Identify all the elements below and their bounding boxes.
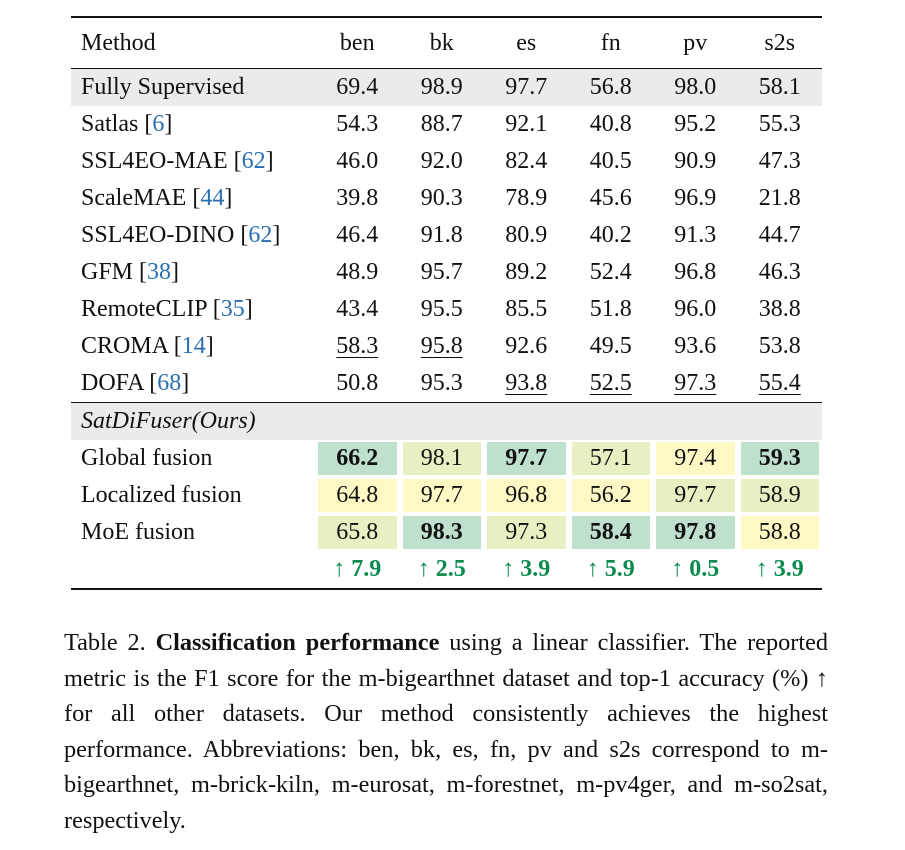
value-text: 89.2 (505, 259, 548, 285)
value-text: 55.3 (758, 111, 801, 137)
value-cell (653, 143, 738, 180)
cite-bracket: [ (212, 296, 221, 322)
value-text: 52.5 (589, 370, 632, 396)
cite-bracket: [ (233, 148, 242, 174)
value-cell (484, 440, 569, 477)
highlighted-value: 97.7 (403, 479, 482, 512)
table-row-ours (71, 440, 822, 477)
method-name (71, 180, 315, 217)
value-cell (738, 217, 823, 254)
value-text: 92.0 (420, 148, 463, 174)
value-text: 98.0 (674, 74, 717, 100)
value-text: 58.3 (336, 333, 379, 359)
value-cell (653, 514, 738, 551)
value-cell (315, 291, 400, 328)
cite-bracket: [ (192, 185, 201, 211)
value-cell (569, 477, 654, 514)
table-row (71, 217, 822, 254)
value-cell (315, 328, 400, 365)
highlighted-value: 66.2 (318, 442, 397, 475)
value-cell (484, 106, 569, 143)
method-label: ScaleMAE (81, 185, 193, 211)
method-name (71, 68, 315, 106)
cite-bracket: ] (205, 333, 214, 359)
method-name (71, 328, 315, 365)
value-text: 90.3 (420, 185, 463, 211)
value-text: 88.7 (420, 111, 463, 137)
value-cell (400, 143, 485, 180)
value-text: 47.3 (758, 148, 801, 174)
table-row (71, 68, 822, 106)
classification-results-table (71, 16, 822, 590)
cite-bracket: [ (149, 370, 158, 396)
value-cell (484, 180, 569, 217)
value-cell (653, 217, 738, 254)
value-text: 93.6 (674, 333, 717, 359)
method-name (71, 291, 315, 328)
improvement-value: ↑ 2.5 (400, 551, 485, 590)
value-text: 69.4 (336, 74, 379, 100)
value-cell (653, 291, 738, 328)
citation-link[interactable]: 35 (220, 296, 245, 322)
value-text: 78.9 (505, 185, 548, 211)
table-row (71, 254, 822, 291)
value-cell (738, 143, 823, 180)
value-cell (653, 180, 738, 217)
highlighted-value: 65.8 (318, 516, 397, 549)
cite-bracket: ] (224, 185, 233, 211)
value-text: 39.8 (336, 185, 379, 211)
citation-link[interactable]: 62 (248, 222, 273, 248)
value-cell (484, 68, 569, 106)
highlighted-value: 97.7 (656, 479, 735, 512)
method-name (71, 143, 315, 180)
value-cell (653, 477, 738, 514)
value-text: 80.9 (505, 222, 548, 248)
cite-bracket: ] (164, 111, 173, 137)
citation-link[interactable]: 38 (147, 259, 172, 285)
highlighted-value: 98.3 (403, 516, 482, 549)
value-text: 40.2 (589, 222, 632, 248)
value-text: 58.1 (758, 74, 801, 100)
value-cell (315, 477, 400, 514)
cite-bracket: ] (272, 222, 281, 248)
value-text: 93.8 (505, 370, 548, 396)
method-label: SSL4EO-DINO (81, 222, 241, 248)
value-cell (484, 217, 569, 254)
table-row (71, 291, 822, 328)
highlighted-value: 57.1 (572, 442, 651, 475)
highlighted-value: 58.4 (572, 516, 651, 549)
value-cell (569, 180, 654, 217)
value-cell (400, 365, 485, 402)
improvement-value: ↑ 3.9 (738, 551, 823, 590)
header-method: Method (71, 16, 315, 68)
value-text: 49.5 (589, 333, 632, 359)
value-text: 51.8 (589, 296, 632, 322)
table-row (71, 180, 822, 217)
value-cell (484, 291, 569, 328)
citation-link[interactable]: 14 (181, 333, 206, 359)
value-cell (738, 68, 823, 106)
table-header-row (71, 16, 822, 68)
citation-link[interactable]: 44 (200, 185, 225, 211)
value-cell (738, 291, 823, 328)
header-es: es (484, 16, 569, 68)
value-cell (653, 254, 738, 291)
highlighted-value: 58.8 (741, 516, 820, 549)
value-cell (569, 68, 654, 106)
value-text: 95.3 (420, 370, 463, 396)
value-cell (738, 365, 823, 402)
table-caption (64, 625, 828, 839)
value-cell (400, 440, 485, 477)
cite-bracket: ] (244, 296, 253, 322)
value-cell (738, 254, 823, 291)
method-label: DOFA (81, 370, 150, 396)
table-row (71, 328, 822, 365)
value-text: 95.5 (420, 296, 463, 322)
value-cell (569, 106, 654, 143)
method-label: GFM (81, 259, 140, 285)
value-text: 38.8 (758, 296, 801, 322)
header-ben: ben (315, 16, 400, 68)
value-cell (315, 106, 400, 143)
method-name: Localized fusion (81, 482, 242, 508)
highlighted-value: 58.9 (741, 479, 820, 512)
value-cell (653, 328, 738, 365)
cite-bracket: [ (139, 259, 148, 285)
value-cell (315, 143, 400, 180)
table-row (71, 106, 822, 143)
value-text: 46.0 (336, 148, 379, 174)
cite-bracket: [ (144, 111, 153, 137)
value-cell (484, 143, 569, 180)
value-text: 95.7 (420, 259, 463, 285)
value-text: 85.5 (505, 296, 548, 322)
value-cell (315, 365, 400, 402)
method-name: MoE fusion (81, 519, 195, 545)
highlighted-value: 97.8 (656, 516, 735, 549)
method-label: Satlas (81, 111, 145, 137)
cite-bracket: [ (173, 333, 182, 359)
method-name (71, 106, 315, 143)
value-text: 97.7 (505, 74, 548, 100)
value-cell (569, 514, 654, 551)
value-cell (315, 217, 400, 254)
value-text: 21.8 (758, 185, 801, 211)
method-name (71, 217, 315, 254)
caption-bold-title: Classification performance (155, 629, 440, 656)
value-cell (484, 477, 569, 514)
value-cell (484, 328, 569, 365)
value-cell (738, 440, 823, 477)
value-text: 52.4 (589, 259, 632, 285)
value-cell (400, 68, 485, 106)
cite-bracket: ] (181, 370, 190, 396)
value-text: 48.9 (336, 259, 379, 285)
value-cell (400, 106, 485, 143)
improvement-value: ↑ 7.9 (315, 551, 400, 590)
value-cell (484, 254, 569, 291)
value-cell (653, 68, 738, 106)
value-cell (315, 440, 400, 477)
cite-bracket: [ (240, 222, 249, 248)
value-cell (653, 365, 738, 402)
method-label: SSL4EO-MAE (81, 148, 234, 174)
value-text: 92.6 (505, 333, 548, 359)
value-text: 98.9 (420, 74, 463, 100)
improvement-value: ↑ 5.9 (569, 551, 654, 590)
value-cell (315, 254, 400, 291)
cite-bracket: ] (171, 259, 180, 285)
citation-link[interactable]: 68 (157, 370, 182, 396)
value-cell (569, 440, 654, 477)
value-cell (315, 514, 400, 551)
improvement-value: ↑ 3.9 (484, 551, 569, 590)
value-cell (400, 514, 485, 551)
header-bk: bk (400, 16, 485, 68)
value-text: 50.8 (336, 370, 379, 396)
value-text: 90.9 (674, 148, 717, 174)
value-cell (738, 180, 823, 217)
value-text: 53.8 (758, 333, 801, 359)
cite-bracket: ] (265, 148, 274, 174)
value-cell (569, 143, 654, 180)
value-cell (653, 106, 738, 143)
value-text: 46.3 (758, 259, 801, 285)
value-text: 40.8 (589, 111, 632, 137)
value-text: 92.1 (505, 111, 548, 137)
method-label: RemoteCLIP (81, 296, 213, 322)
value-cell (569, 291, 654, 328)
value-cell (484, 365, 569, 402)
value-cell (569, 217, 654, 254)
value-text: 45.6 (589, 185, 632, 211)
value-cell (738, 106, 823, 143)
table-row-ours (71, 514, 822, 551)
value-text: 95.2 (674, 111, 717, 137)
value-text: 43.4 (336, 296, 379, 322)
value-text: 40.5 (589, 148, 632, 174)
value-text: 91.3 (674, 222, 717, 248)
value-cell (738, 477, 823, 514)
value-cell (400, 180, 485, 217)
method-label: CROMA (81, 333, 174, 359)
value-text: 44.7 (758, 222, 801, 248)
value-cell (400, 477, 485, 514)
value-text: 46.4 (336, 222, 379, 248)
value-text: 55.4 (758, 370, 801, 396)
highlighted-value: 97.3 (487, 516, 566, 549)
value-cell (653, 440, 738, 477)
value-text: 91.8 (420, 222, 463, 248)
value-text: 96.9 (674, 185, 717, 211)
highlighted-value: 97.4 (656, 442, 735, 475)
citation-link[interactable]: 6 (152, 111, 165, 137)
value-text: 56.8 (589, 74, 632, 100)
ours-method-title: SatDiFuser(Ours) (71, 402, 822, 440)
value-cell (315, 180, 400, 217)
method-label: Fully Supervised (81, 74, 245, 100)
improvement-label-empty (71, 551, 315, 590)
value-cell (569, 254, 654, 291)
value-text: 82.4 (505, 148, 548, 174)
value-text: 97.3 (674, 370, 717, 396)
value-text: 96.8 (674, 259, 717, 285)
value-cell (738, 328, 823, 365)
value-cell (400, 291, 485, 328)
table-row (71, 143, 822, 180)
header-s2s: s2s (738, 16, 823, 68)
value-cell (400, 254, 485, 291)
highlighted-value: 59.3 (741, 442, 820, 475)
caption-label: Table 2. (64, 629, 156, 656)
highlighted-value: 98.1 (403, 442, 482, 475)
improvement-row (71, 551, 822, 590)
method-name (71, 254, 315, 291)
header-fn: fn (569, 16, 654, 68)
ours-section-header (71, 402, 822, 440)
method-name (71, 365, 315, 402)
value-text: 95.8 (420, 333, 463, 359)
table-row-ours (71, 477, 822, 514)
value-text: 96.0 (674, 296, 717, 322)
value-cell (738, 514, 823, 551)
value-text: 54.3 (336, 111, 379, 137)
table-row (71, 365, 822, 402)
value-cell (569, 328, 654, 365)
improvement-value: ↑ 0.5 (653, 551, 738, 590)
method-name: Global fusion (81, 445, 213, 471)
value-cell (400, 328, 485, 365)
results-table-container (71, 16, 822, 590)
highlighted-value: 64.8 (318, 479, 397, 512)
citation-link[interactable]: 62 (241, 148, 266, 174)
caption-text: using a linear classifier. The reported metric is the F1 score for the m-bigearthnet dataset and top-1 accuracy (%) ↑ for all other datasets. Our method consistently achieves the highest performance. Abbreviations: ben, bk, es, fn, pv and s2s correspond to m-bigearthnet, m-brick-kiln, m-eurosat, m-forestnet, m-pv4ger, and m-so2sat, respectively. (64, 629, 829, 834)
value-cell (315, 68, 400, 106)
value-cell (484, 514, 569, 551)
highlighted-value: 56.2 (572, 479, 651, 512)
highlighted-value: 97.7 (487, 442, 566, 475)
highlighted-value: 96.8 (487, 479, 566, 512)
value-cell (400, 217, 485, 254)
header-pv: pv (653, 16, 738, 68)
value-cell (569, 365, 654, 402)
